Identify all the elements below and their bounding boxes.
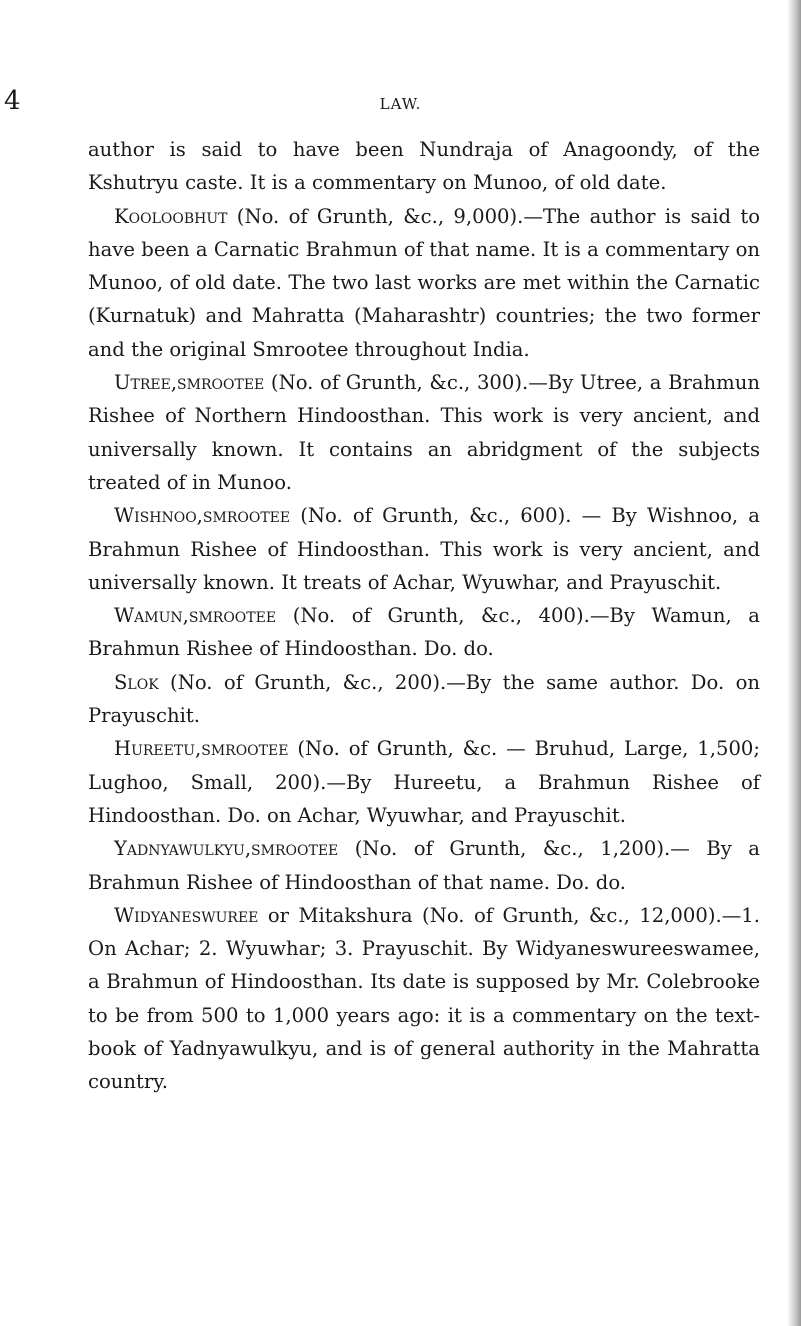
page-number: 4 [4, 86, 21, 116]
entry-wishnoo-smrootee [88, 499, 760, 599]
body-text [88, 133, 760, 1099]
entry-text: (No. of Grunth, &c., 300).—By Utree, a Brahmun Rishee of Northern Hindoosthan. This work is very ancient, and universally known. It contains an abridgment of the subjects treated of in Munoo. [88, 371, 760, 494]
entry-wamun-smrootee [88, 599, 760, 666]
entry-title: Yadnyawulkyu,smrootee [114, 837, 339, 861]
entry-title: Utree,smrootee [114, 371, 265, 395]
paragraph-text: author is said to have been Nundraja of Anagoondy, of the Kshutryu caste. It is a commentary on Munoo, of old date. [88, 138, 760, 195]
entry-slok [88, 666, 760, 733]
entry-title: Hureetu,smrootee [114, 737, 289, 761]
entry-title: Wishnoo,smrootee [114, 504, 291, 528]
entry-kooloobhut [88, 200, 760, 366]
entry-yadnyawulkyu-smrootee [88, 832, 760, 899]
entry-title: Widyaneswuree [114, 903, 259, 927]
entry-text: (No. of Grunth, &c. — Bruhud, Large, 1,500; Lughoo, Small, 200).—By Hureetu, a Brahmun Rishee of Hindoosthan. Do. on Achar, Wyuwhar, and Prayuschit. [88, 737, 760, 827]
entry-utree-smrootee [88, 366, 760, 499]
entry-text: or Mitakshura (No. of Grunth, &c., 12,000).—1. On Achar; 2. Wyuwhar; 3. Prayuschit. By Widyaneswureeswamee, a Brahmun of Hindoosthan. Its date is supposed by Mr. Colebrooke to be from 500 to 1,000 years ago: it is a commentary on the text-book of Yadnyawulkyu, and is of general authority in the Mahratta country. [88, 903, 760, 1094]
running-head: LAW. [379, 95, 422, 113]
entry-text: (No. of Grunth, &c., 9,000).—The author is said to have been a Carnatic Brahmun of that name. It is a commentary on Munoo, of old date. The two last works are met within the Carnatic (Kurnatuk) and Mahratta (Maharashtr) countries; the two former and the original Smrootee throughout India. [88, 204, 760, 361]
entry-text: (No. of Grunth, &c., 400).—By Wamun, a Brahmun Rishee of Hindoosthan. Do. do. [88, 604, 760, 661]
entry-title: Kooloobhut [114, 204, 228, 228]
entry-text: (No. of Grunth, &c., 600). — By Wishnoo, a Brahmun Rishee of Hindoosthan. This work is very ancient, and universally known. It treats of Achar, Wyuwhar, and Prayuschit. [88, 504, 760, 594]
entry-widyaneswuree [88, 899, 760, 1099]
entry-title: Wamun,smrootee [114, 604, 277, 628]
entry-hureetu-smrootee [88, 732, 760, 832]
paragraph-continuation [88, 133, 760, 200]
page-edge-shadow [787, 0, 801, 1326]
entry-title: Slok [114, 670, 159, 694]
entry-text: (No. of Grunth, &c., 1,200).— By a Brahmun Rishee of Hindoosthan of that name. Do. do. [88, 837, 760, 894]
entry-text: (No. of Grunth, &c., 200).—By the same author. Do. on Prayuschit. [88, 670, 760, 728]
